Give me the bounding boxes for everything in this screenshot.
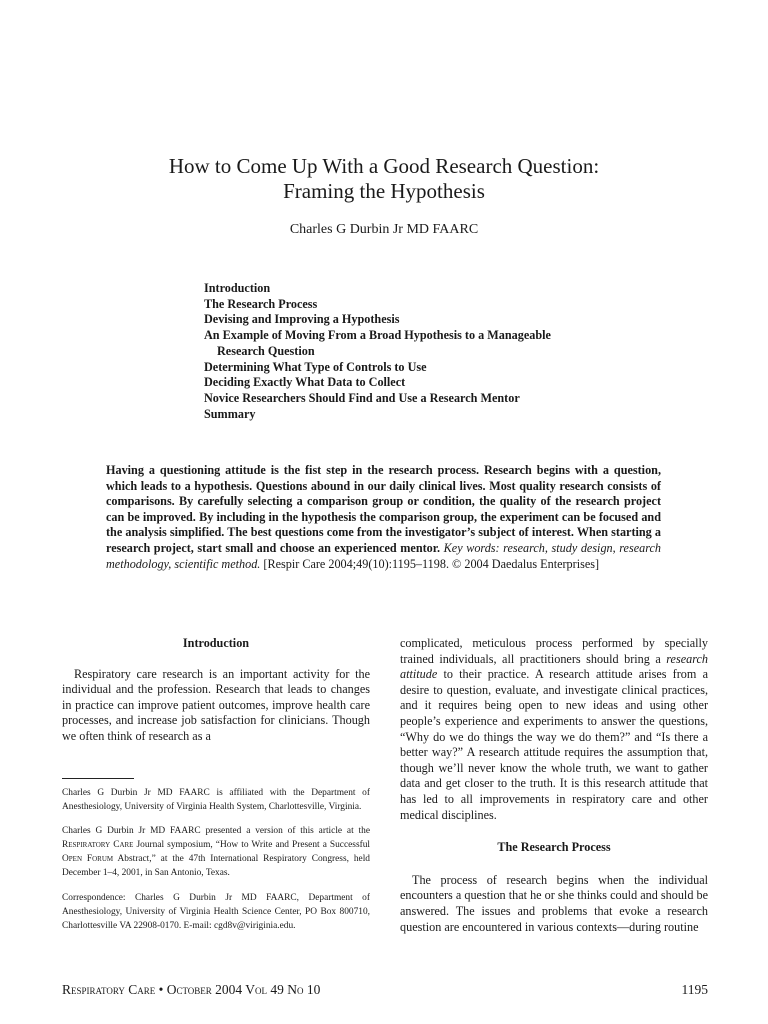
toc-item-research-process: The Research Process: [204, 296, 318, 311]
toc-item-mentor: Novice Researchers Should Find and Use a Research Mentor: [204, 390, 520, 405]
open-forum-name: Open Forum: [62, 854, 114, 865]
abstract: [106, 463, 661, 572]
toc-item-example-broad-hypothesis: An Example of Moving From a Broad Hypothesis to a Manageable: [204, 328, 551, 343]
introduction-paragraph-1: Respiratory care research is an important activity for the individual and the profession. Research that leads to changes in practice can improve patient outcomes, improve health care processes, and increase job satisfaction for clinicians. Though we often think of research as a: [62, 666, 370, 743]
left-column: [62, 636, 370, 745]
toc-item-controls: Determining What Type of Controls to Use: [204, 359, 427, 374]
page-number: 1195: [681, 982, 708, 997]
toc-item-summary: Summary: [204, 406, 256, 421]
title-line-1: How to Come Up With a Good Research Question:: [168, 154, 600, 178]
article-title: [84, 154, 684, 204]
table-of-contents: [204, 281, 624, 422]
abstract-keywords: Key words: research, study design, research methodology, scientific method.: [106, 540, 661, 571]
abstract-body: Having a questioning attitude is the fist step in the research process. Research begins with a question, which leads to a hypothesis. Questions abound in our daily clinical lives. Most quality research consists of comparisons. By carefully selecting a comparison group or condition, the quality of the research project can be improved. By including in the hypothesis the comparison group, the experiment can be focused and the analysis simplified. The best questions come from the investigator’s subject of interest. When starting a research project, start small and choose an experienced mentor.: [106, 463, 661, 555]
research-attitude-emphasis: research attitude: [400, 651, 708, 682]
footnotes: [62, 786, 370, 943]
journal-name: Respiratory Care: [62, 840, 134, 851]
toc-item-introduction: Introduction: [204, 281, 271, 295]
footnote-rule: [62, 778, 134, 779]
title-line-2: Framing the Hypothesis: [283, 179, 485, 203]
footnote-correspondence: Correspondence: Charles G Durbin Jr MD FAARC, Department of Anesthesiology, University of Virginia Health Science Center, PO Box 800710, Charlottesville VA 22908-0170. E-mail: cgd8v@viriginia.edu.: [62, 892, 370, 931]
section-heading-research-process: The Research Process: [497, 840, 611, 855]
toc-item-example-broad-hypothesis-cont: Research Question: [217, 343, 315, 358]
right-column: [400, 636, 708, 935]
toc-item-data-collect: Deciding Exactly What Data to Collect: [204, 375, 406, 390]
abstract-citation: [Respir Care 2004;49(10):1195–1198. © 2004 Daedalus Enterprises]: [263, 556, 600, 571]
page-footer: [62, 982, 708, 1000]
section-heading-introduction: Introduction: [182, 636, 250, 650]
author-byline: Charles G Durbin Jr MD FAARC: [289, 222, 479, 237]
introduction-paragraph-1-continued: complicated, meticulous process performed by specially trained individuals, all practitioners should bring a research attitude to their practice. A research attitude arises from a desire to question, evaluate, and investigate clinical practices, and it requires being open to new ideas and using other people’s experience and experiments to answer the questions, “Why do we do things the way we do them?” and “Is there a better way?” A research attitude requires the assumption that, though we’ll never know the whole truth, we want to gather data and get closer to the truth. It is this research attitude that has led to all improvements in respiratory care and other medical disciplines.: [400, 636, 708, 822]
toc-item-devising-hypothesis: Devising and Improving a Hypothesis: [204, 312, 400, 327]
footnote-presented: Charles G Durbin Jr MD FAARC presented a version of this article at the Respiratory Care Journal symposium, “How to Write and Present a Successful Open Forum Abstract,” at the 47th International Respiratory Congress, held December 1–4, 2001, in San Antonio, Texas.: [62, 826, 371, 879]
footnote-affiliation: Charles G Durbin Jr MD FAARC is affiliated with the Department of Anesthesiology, University of Virginia Health System, Charlottesville, Virginia.: [62, 788, 370, 813]
footer-journal-info: Respiratory Care • October 2004 Vol 49 No 10: [62, 982, 321, 997]
research-process-paragraph-1: The process of research begins when the individual encounters a question that he or she thinks could and should be answered. The issues and problems that evoke a research question are encountered in various contexts—during routine: [400, 872, 708, 934]
